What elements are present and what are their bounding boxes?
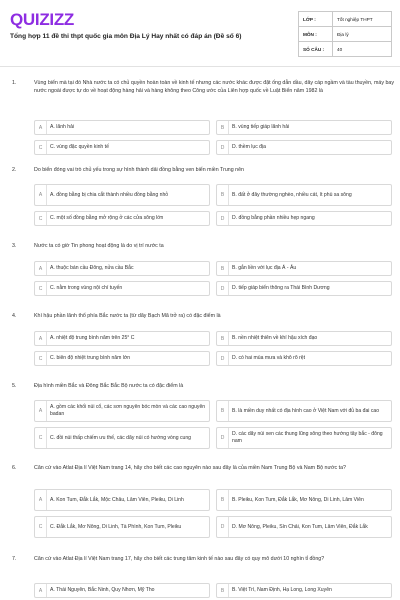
question-text: Căn cứ vào Atlat Địa lí Việt Nam trang 17, hãy cho biết các trung tâm kinh tế nào sau đây có quy mô dưới 10 nghìn tỉ đồng? — [34, 556, 325, 562]
question-number: 6. — [12, 465, 17, 471]
question-number: 1. — [12, 80, 17, 86]
option-letter: C — [35, 141, 47, 154]
option-a[interactable] — [34, 261, 210, 276]
option-c[interactable] — [34, 211, 210, 226]
option-a[interactable] — [34, 331, 210, 346]
option-text: B. nền nhiệt thiên về khí hậu xích đạo — [232, 335, 318, 342]
option-b[interactable] — [216, 184, 392, 206]
option-letter: A — [35, 332, 47, 345]
option-letter: B — [217, 332, 229, 345]
option-text: D. Mơ Nông, Pleiku, Sín Chải, Kon Tum, Lâm Viên, Đắk Lắk — [232, 523, 368, 530]
question-4 — [12, 313, 392, 371]
question-number: 3. — [12, 243, 17, 249]
meta-label: SỐ CÂU : — [299, 42, 333, 57]
meta-value: 40 — [333, 42, 392, 57]
option-letter: C — [35, 282, 47, 295]
option-letter: D — [217, 428, 229, 448]
quizizz-logo[interactable]: QUIZIZZ — [10, 10, 74, 29]
option-letter: D — [217, 282, 229, 295]
question-text: Do biển đóng vai trò chủ yếu trong sự hình thành dải đồng bằng ven biển miền Trung nên — [34, 167, 244, 173]
option-d[interactable] — [216, 351, 392, 366]
option-text: D. có hai mùa mưa và khô rõ rệt — [232, 355, 306, 362]
meta-value: Tốt nghiệp THPT — [333, 12, 392, 27]
option-letter: B — [217, 121, 229, 134]
option-d[interactable] — [216, 427, 392, 449]
option-text: A. Kon Tum, Đắk Lắk, Mộc Châu, Lâm Viên, Pleiku, Di Linh — [50, 496, 184, 503]
option-letter: A — [35, 401, 47, 421]
option-b[interactable] — [216, 331, 392, 346]
question-text: Khí hậu phần lãnh thổ phía Bắc nước ta (từ dãy Bạch Mã trở ra) có đặc điểm là — [34, 313, 221, 319]
option-letter: C — [35, 517, 47, 537]
question-7 — [12, 556, 392, 600]
option-letter: B — [217, 262, 229, 275]
option-b[interactable] — [216, 400, 392, 422]
meta-row-class — [299, 12, 392, 27]
option-a[interactable] — [34, 120, 210, 135]
option-text: C. đồi núi thấp chiếm ưu thế, các dãy núi có hướng vòng cung — [50, 434, 191, 441]
option-c[interactable] — [34, 427, 210, 449]
option-text: B. vùng tiếp giáp lãnh hải — [232, 124, 290, 131]
question-2 — [12, 167, 392, 232]
document-title: Tổng hợp 11 đề thi thpt quốc gia môn Địa Lý Hay nhất có đáp án (Đề số 6) — [10, 33, 242, 40]
option-text: C. một số đồng bằng mở rộng ở các cửa sông lớn — [50, 215, 164, 222]
question-text: Địa hình miền Bắc và Đông Bắc Bắc Bộ nước ta có đặc điểm là — [34, 383, 184, 389]
option-text: D. các dãy núi xen các thung lũng sông theo hướng tây bắc - đông nam — [232, 431, 383, 444]
option-letter: A — [35, 490, 47, 510]
option-text: A. lãnh hải — [50, 124, 75, 131]
option-letter: B — [217, 584, 229, 597]
option-letter: D — [217, 517, 229, 537]
question-5 — [12, 383, 392, 455]
question-1 — [12, 80, 395, 160]
meta-row-count — [299, 42, 392, 57]
option-a[interactable] — [34, 184, 210, 206]
option-text: B. Pleiku, Kon Tum, Đắk Lắk, Mơ Nông, Di Linh, Lâm Viên — [232, 496, 364, 503]
option-letter: C — [35, 428, 47, 448]
option-d[interactable] — [216, 516, 392, 538]
option-letter: A — [35, 584, 47, 597]
option-c[interactable] — [34, 281, 210, 296]
document-header — [0, 0, 400, 66]
question-3 — [12, 243, 392, 301]
question-number: 4. — [12, 313, 17, 319]
option-text: D. đồng bằng phần nhiều hẹp ngang — [232, 215, 315, 222]
option-text: B. là miền duy nhất có địa hình cao ở Việt Nam với đủ ba đai cao — [232, 407, 380, 414]
question-number: 5. — [12, 383, 17, 389]
option-b[interactable] — [216, 489, 392, 511]
question-number: 7. — [12, 556, 17, 562]
option-text: C. nằm trong vùng nội chí tuyến — [50, 285, 123, 292]
option-letter: D — [217, 141, 229, 154]
option-letter: B — [217, 401, 229, 421]
option-letter: A — [35, 262, 47, 275]
option-text: A. Thái Nguyên, Bắc Ninh, Quy Nhơn, Mỹ Tho — [50, 587, 155, 594]
option-text: B. Việt Trì, Nam Định, Hạ Long, Long Xuyên — [232, 587, 332, 594]
option-letter: C — [35, 212, 47, 225]
question-text: Nước ta có giờ Tin phong hoạt động là do vị trí nước ta — [34, 243, 164, 249]
question-text: Căn cứ vào Atlat Địa lí Việt Nam trang 14, hãy cho biết các cao nguyên nào sau đây là của miền Nam Trung Bộ và Nam Bộ nước ta? — [34, 465, 346, 471]
question-6 — [12, 465, 392, 545]
option-text: D. thềm lục địa — [232, 144, 266, 151]
option-c[interactable] — [34, 140, 210, 155]
option-d[interactable] — [216, 281, 392, 296]
option-b[interactable] — [216, 120, 392, 135]
option-b[interactable] — [216, 583, 392, 598]
option-d[interactable] — [216, 140, 392, 155]
option-text: B. đất ở đây thường nghèo, nhiều cát, ít phù sa sông — [232, 191, 352, 198]
option-b[interactable] — [216, 261, 392, 276]
option-letter: A — [35, 185, 47, 205]
option-a[interactable] — [34, 400, 210, 422]
option-text: A. gồm các khối núi cổ, các sơn nguyên bóc mòn và các cao nguyên badan — [50, 404, 206, 417]
option-text: C. Đắk Lắk, Mơ Nông, Di Linh, Tà Phình, Kon Tum, Pleiku — [50, 523, 182, 530]
question-number: 2. — [12, 167, 17, 173]
option-a[interactable] — [34, 583, 210, 598]
option-text: A. thuộc bán cầu Đông, nửa cầu Bắc — [50, 265, 134, 272]
option-letter: C — [35, 352, 47, 365]
meta-value: Địa lý — [333, 27, 392, 42]
header-divider — [0, 66, 400, 67]
option-a[interactable] — [34, 489, 210, 511]
option-letter: D — [217, 212, 229, 225]
meta-label: LỚP : — [299, 12, 333, 27]
document-meta-table — [298, 11, 392, 57]
option-letter: B — [217, 490, 229, 510]
option-letter: B — [217, 185, 229, 205]
option-text: A. đồng bằng bị chia cắt thành nhiều đồng bằng nhỏ — [50, 191, 169, 198]
question-text: Vùng biển mà tại đó Nhà nước ta có chủ quyền hoàn toàn về kinh tế nhưng các nước khác được đặt ống dẫn dầu, dây cáp ngầm và tàu thuyền, máy bay nước ngoài được tự do về hoạt động hàng hải và hàng không theo Công ước của Liên hợp quốc về Luật Biển năm 1982 là — [34, 80, 395, 94]
option-c[interactable] — [34, 351, 210, 366]
option-text: B. gắn liền với lục địa Á - Âu — [232, 265, 297, 272]
option-letter: D — [217, 352, 229, 365]
option-d[interactable] — [216, 211, 392, 226]
option-text: C. vùng đặc quyền kinh tế — [50, 144, 109, 151]
option-text: A. nhiệt độ trung bình năm trên 25° C — [50, 335, 135, 342]
option-text: D. tiếp giáp biển thông ra Thái Bình Dương — [232, 285, 330, 292]
option-c[interactable] — [34, 516, 210, 538]
option-letter: A — [35, 121, 47, 134]
meta-row-subject — [299, 27, 392, 42]
meta-label: MÔN : — [299, 27, 333, 42]
option-text: C. biên độ nhiệt trung bình năm lớn — [50, 355, 131, 362]
